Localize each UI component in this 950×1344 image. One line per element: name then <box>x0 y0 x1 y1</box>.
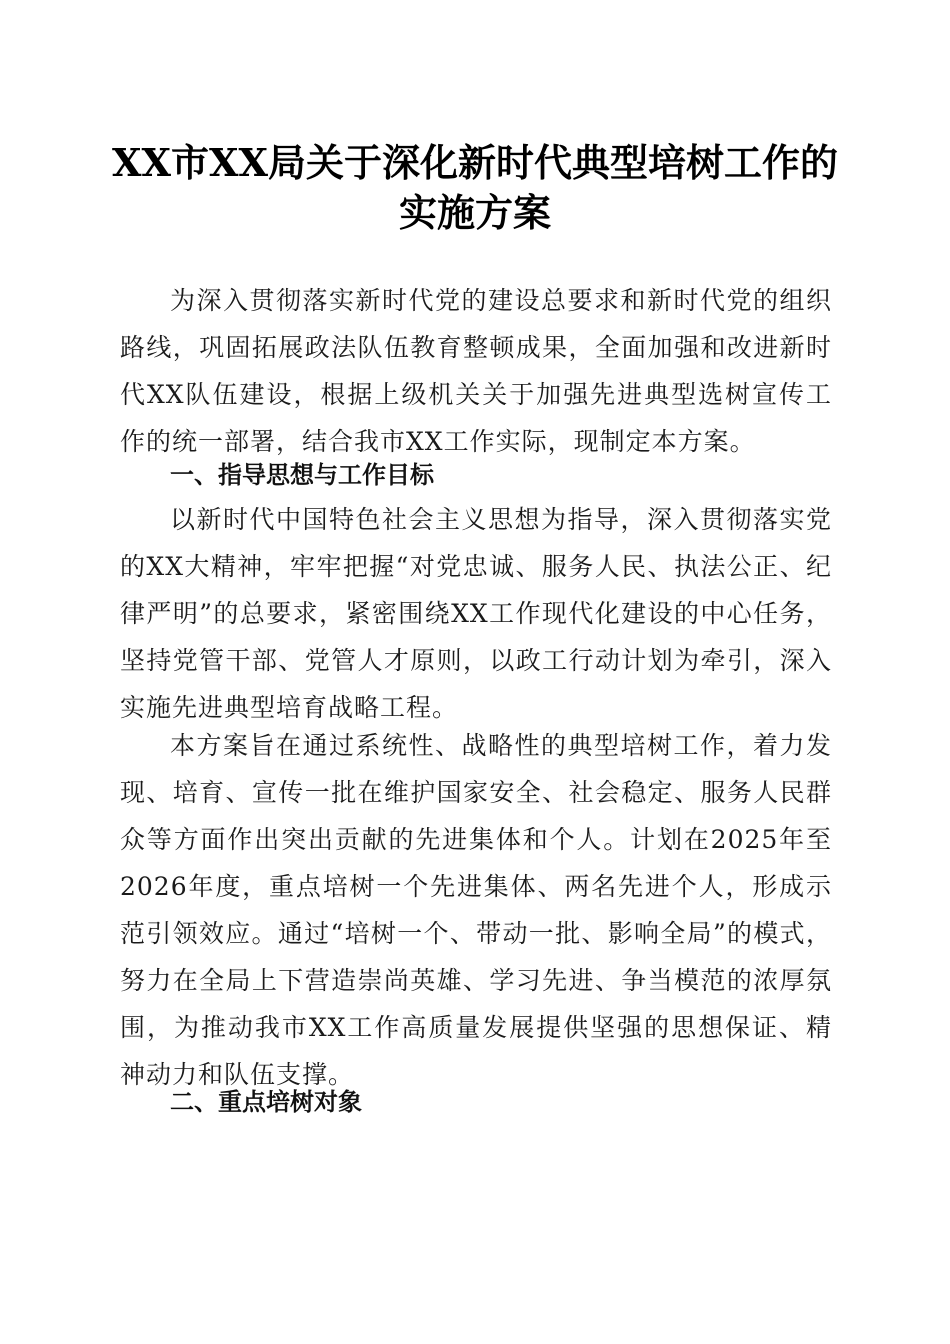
title-line-2: 实施方案 <box>398 190 551 235</box>
section-1-paragraph-1: 以新时代中国特色社会主义思想为指导，深入贯彻落实党的XX大精神，牢牢把握“对党忠诚、服务人民、执法公正、纪律严明”的总要求，紧密围绕XX工作现代化建设的中心任务，坚持党管干部、党管人才原则，以政工行动计划为牵引，深入实施先进典型培育战略工程。 <box>120 505 832 722</box>
intro-paragraph: 为深入贯彻落实新时代党的建设总要求和新时代党的组织路线，巩固拓展政法队伍教育整顿成果，全面加强和改进新时代XX队伍建设，根据上级机关关于加强先进典型选树宣传工作的统一部署，结合我市XX工作实际，现制定本方案。 <box>120 286 832 456</box>
title-line-1: XX市XX局关于深化新时代典型培树工作的 <box>112 140 838 185</box>
section-2-heading: 二、重点培树对象 <box>170 1088 362 1116</box>
section-1-heading: 一、指导思想与工作目标 <box>170 461 434 489</box>
section-1-paragraph-2: 本方案旨在通过系统性、战略性的典型培树工作，着力发现、培育、宣传一批在维护国家安全、社会稳定、服务人民群众等方面作出突出贡献的先进集体和个人。计划在2025年至2026年度，重点培树一个先进集体、两名先进个人，形成示范引领效应。通过“培树一个、带动一批、影响全局”的模式，努力在全局上下营造崇尚英雄、学习先进、争当模范的浓厚氛围，为推动我市XX工作高质量发展提供坚强的思想保证、精神动力和队伍支撑。 <box>120 731 832 1089</box>
document-title <box>100 138 850 238</box>
